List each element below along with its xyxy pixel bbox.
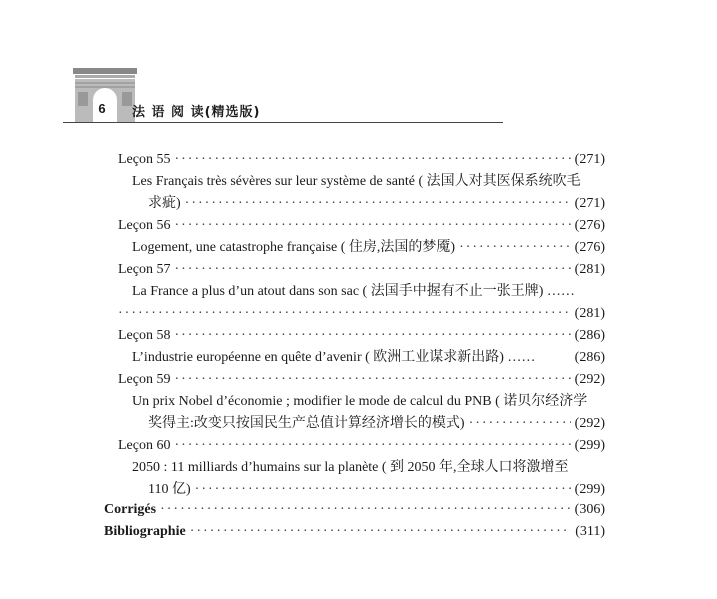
page-ref: (271) [574, 196, 605, 211]
lesson-title-line: L’industrie européenne en quête d’avenir ( 欧洲工业谋求新出路) …… [132, 350, 536, 365]
lesson-label: Leçon 57 [118, 262, 171, 277]
leader-dots [195, 480, 571, 500]
page-ref: (286) [574, 350, 605, 365]
book-title: 法 语 阅 读(精选版) [132, 105, 261, 120]
page-ref: (292) [574, 372, 605, 387]
leader-dots [174, 150, 570, 170]
lesson-title-line: 110 亿) [148, 482, 191, 497]
leader-dots [190, 522, 572, 542]
leader-dots [160, 500, 571, 520]
lesson-label: Leçon 60 [118, 438, 171, 453]
lesson-title-line: Logement, une catastrophe française ( 住房,法国的梦魇) [132, 240, 456, 255]
page-ref: (311) [575, 524, 605, 539]
page-ref: (276) [574, 240, 605, 255]
section-label: Bibliographie [104, 524, 186, 539]
leader-dots [174, 370, 570, 390]
leader-dots [185, 194, 571, 214]
toc-lesson-56[interactable] [118, 216, 605, 236]
toc-lesson-57[interactable] [118, 260, 605, 280]
toc-title-56[interactable] [132, 238, 605, 258]
lesson-title-line: Un prix Nobel d’économie ; modifier le mode de calcul du PNB ( 诺贝尔经济学 [132, 394, 588, 409]
lesson-title-line: Les Français très sévères sur leur système de santé ( 法国人对其医保系统吹毛 [132, 174, 581, 189]
lesson-label: Leçon 55 [118, 152, 171, 167]
section-label: Corrigés [104, 502, 157, 517]
lesson-label: Leçon 58 [118, 328, 171, 343]
toc-lesson-58[interactable] [118, 326, 605, 346]
toc-title-60[interactable] [148, 480, 605, 500]
toc-bibliographie[interactable] [104, 522, 605, 542]
lesson-label: Leçon 56 [118, 218, 171, 233]
toc-lesson-59[interactable] [118, 370, 605, 390]
toc-lesson-55[interactable] [118, 150, 605, 170]
page-ref: (271) [574, 152, 605, 167]
page-ref: (286) [574, 328, 605, 343]
leader-dots [174, 326, 570, 346]
page-ref: (292) [574, 416, 605, 431]
page-number: 6 [93, 100, 111, 118]
leader-dots [469, 414, 571, 434]
page-ref: (299) [574, 482, 605, 497]
lesson-title-line: 奖得主:改变只按国民生产总值计算经济增长的模式) [148, 416, 465, 431]
lesson-label: Leçon 59 [118, 372, 171, 387]
leader-dots [174, 436, 570, 456]
page-ref: (281) [574, 306, 605, 321]
page-ref: (276) [574, 218, 605, 233]
toc-title-59[interactable] [148, 414, 605, 434]
leader-dots [118, 304, 571, 324]
toc-title-57[interactable] [118, 304, 605, 324]
lesson-title-line: La France a plus d’un atout dans son sac ( 法国手中握有不止一张王牌) …… [132, 284, 575, 299]
toc-title-55[interactable] [148, 194, 605, 214]
leader-dots [459, 238, 571, 258]
leader-dots [174, 260, 570, 280]
lesson-title-line: 2050 : 11 milliards d’humains sur la planète ( 到 2050 年,全球人口将激增至 [132, 460, 569, 475]
toc-title-58[interactable] [132, 348, 605, 368]
leader-dots [174, 216, 570, 236]
page-ref: (281) [574, 262, 605, 277]
lesson-title-line: 求疵) [148, 196, 181, 211]
page-ref: (299) [574, 438, 605, 453]
page-ref: (306) [574, 502, 605, 517]
toc-corriges[interactable] [104, 500, 605, 520]
toc-lesson-60[interactable] [118, 436, 605, 456]
